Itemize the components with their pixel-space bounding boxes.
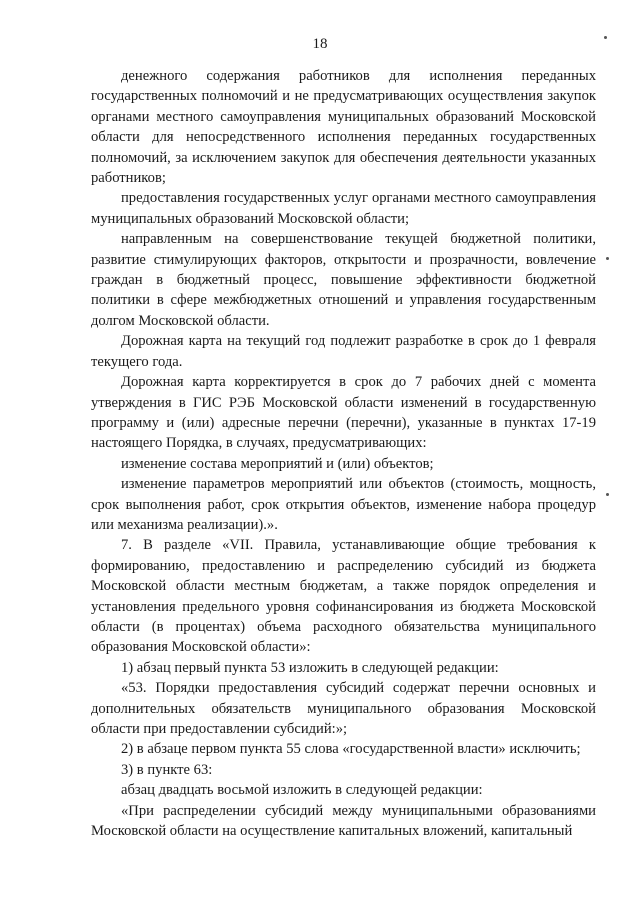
paragraph-3: направленным на совершенствование текущей бюджетной политики, развитие стимулирующих факторов, открытости и прозрачности, вовлечение граждан в бюджетный процесс, повышение эффективности бюджетной политики в сфере межбюджетных отношений и управления государственным долгом Московской области.: [91, 231, 596, 329]
paragraph-4: Дорожная карта на текущий год подлежит разработке в срок до 1 февраля текущего года.: [91, 333, 596, 370]
paragraph-13: абзац двадцать восьмой изложить в следующей редакции:: [121, 782, 483, 799]
scan-mark-middle: [606, 257, 609, 260]
paragraph-10: «53. Порядки предоставления субсидий содержат перечни основных и дополнительных обязательств муниципального образования Московской области при предоставлении субсидий:»;: [91, 680, 596, 737]
scan-mark-top: [604, 36, 607, 39]
scan-mark-lower: [606, 493, 609, 496]
paragraph-8: 7. В разделе «VII. Правила, устанавливающие общие требования к формированию, предоставлению и распределению субсидий из бюджета Московской области местным бюджетам, а также порядок определения и установления предельного уровня софинансирования из бюджета Московской области (в процентах) объема расходного обязательства муниципального образования Московской области»:: [91, 537, 596, 656]
paragraph-5: Дорожная карта корректируется в срок до 7 рабочих дней с момента утверждения в ГИС РЭБ Московской области изменений в государственную программу и (или) адресные перечни (перечни), указанные в пунктах 17-19 настоящего Порядка, в случаях, предусматривающих:: [91, 374, 596, 452]
paragraph-7: изменение параметров мероприятий или объектов (стоимость, мощность, срок выполнения работ, срок открытия объектов, изменение набора процедур или механизма реализации).».: [91, 476, 596, 533]
paragraph-9: 1) абзац первый пункта 53 изложить в следующей редакции:: [121, 659, 499, 676]
paragraph-14: «При распределении субсидий между муниципальными образованиями Московской области на осуществление капитальных вложений, капитальный: [91, 802, 596, 840]
paragraph-11: 2) в абзаце первом пункта 55 слова «государственной власти» исключить;: [121, 741, 581, 758]
paragraph-1: денежного содержания работников для исполнения переданных государственных полномочий и не предусматривающих осуществления закупок органами местного самоуправления муниципальных образований Московской области для непосредственного исполнения переданных государственных полномочий, за исключением закупок для обеспечения деятельности указанных работников;: [91, 68, 596, 187]
paragraph-12: 3) в пункте 63:: [121, 761, 213, 778]
page-number: 18: [312, 36, 328, 52]
paragraph-6: изменение состава мероприятий и (или) объектов;: [121, 455, 434, 472]
document-body: [91, 66, 596, 841]
paragraph-2: предоставления государственных услуг органами местного самоуправления муниципальных образований Московской области;: [91, 190, 596, 227]
